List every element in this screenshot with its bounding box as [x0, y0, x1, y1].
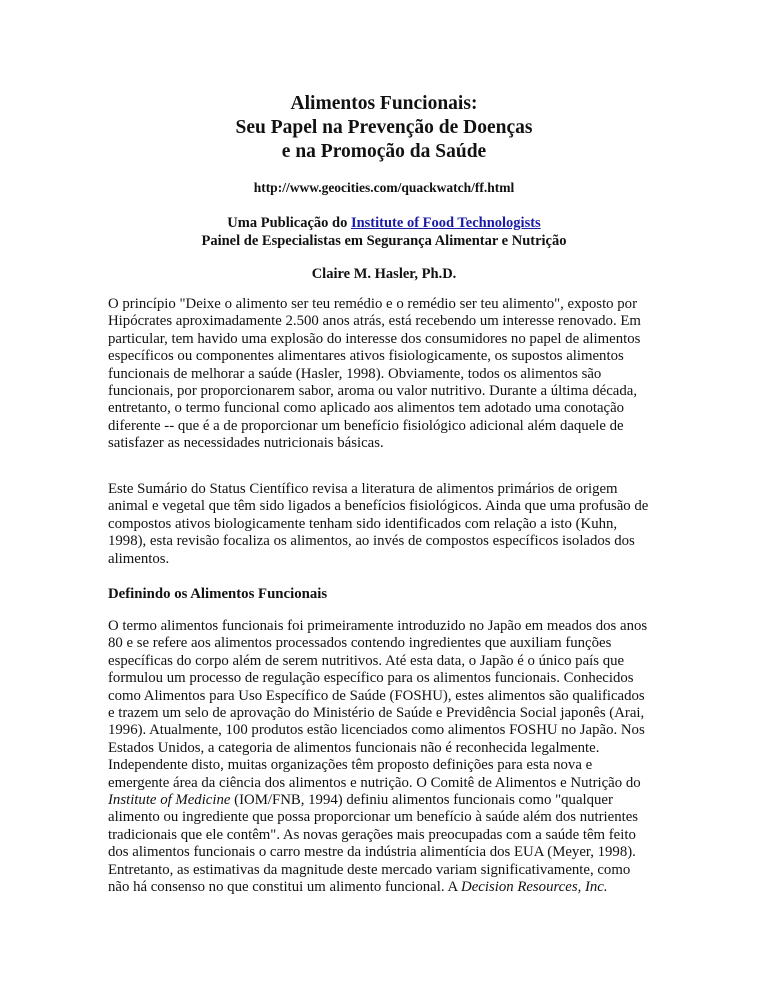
text-line: Este Sumário do Status Científico revisa a literatura de alimentos primários de origem: [108, 481, 618, 497]
text-line: [108, 879, 668, 896]
text-line: compostos ativos biologicamente tenham sido identificados com relação a isto (Kuhn,: [108, 515, 618, 532]
text-line: entretanto, o termo funcional como aplicado aos alimentos tem adotado uma conotação: [108, 400, 625, 417]
text-line: tradicionais que ele contêm". As novas gerações mais preocupadas com a saúde têm feito: [108, 826, 636, 843]
text-line: animal e vegetal que têm sido ligados a benefícios fisiológicos. Ainda que uma profusão de: [108, 498, 649, 515]
iom-name: Institute of Medicine: [108, 792, 231, 809]
text-line: emergente área da ciência dos alimentos e nutrição. O Comitê de Alimentos e Nutrição do: [108, 774, 641, 791]
text-line: particular, tem havido uma explosão do interesse dos consumidores no papel de alimentos: [108, 330, 641, 347]
text-line: Estados Unidos, a categoria de alimentos funcionais não é reconhecida legalmente.: [108, 739, 600, 756]
text-line: funcionais, por proporcionarem sabor, aroma ou valor nutritivo. Durante a última década,: [108, 383, 638, 400]
paragraph-intro: [108, 296, 668, 453]
paragraph-definition: [108, 618, 668, 897]
text-line: 80 e se refere aos alimentos processados contendo ingredientes que auxiliam funções: [108, 635, 612, 652]
text-line: alimentos.: [108, 550, 170, 567]
title-line: Seu Papel na Prevenção de Doenças: [235, 117, 533, 138]
publication-prefix: Uma Publicação do: [227, 215, 348, 231]
text-line: funcionais de melhorar a saúde (Hasler, 1998). Obviamente, todos os alimentos são: [108, 365, 602, 382]
text-line: específicos ou componentes alimentares ativos fisiologicamente, os supostos alimentos: [108, 348, 624, 365]
text-line: [108, 792, 668, 809]
text-line: O termo alimentos funcionais foi primeiramente introduzido no Japão em meados dos anos: [108, 618, 648, 634]
text-line: 1998), esta revisão focaliza os alimentos, ao invés de compostos específicos isolados dos: [108, 533, 635, 550]
source-url: http://www.geocities.com/quackwatch/ff.html: [253, 180, 515, 195]
text-line: formulou um processo de regulação específico para os alimentos funcionais. Conhecidos: [108, 670, 634, 687]
decision-resources-name: Decision Resources, Inc.: [461, 879, 608, 896]
last-line-text: não há consenso no que constitui um alimento funcional. A: [108, 879, 462, 896]
text-line: O princípio "Deixe o alimento ser teu remédio e o remédio ser teu alimento", exposto por: [108, 296, 637, 312]
text-line: Entretanto, as estimativas da magnitude deste mercado variam significativamente, como: [108, 861, 631, 878]
publication-block: [0, 214, 768, 250]
paragraph-summary: [108, 481, 668, 568]
text-line: específicas do corpo além de serem nutritivos. Até esta data, o Japão é o único país que: [108, 652, 625, 669]
title-line: Alimentos Funcionais:: [290, 93, 478, 114]
text-line: como Alimentos para Uso Específico de Saúde (FOSHU), estes alimentos são qualificados: [108, 687, 645, 704]
ift-link[interactable]: Institute of Food Technologists: [350, 215, 541, 231]
text-line: satisfazer as necessidades nutricionais básicas.: [108, 435, 384, 452]
title-line: e na Promoção da Saúde: [281, 141, 487, 162]
text-line: Independente disto, muitas organizações têm proposto definições para esta nova e: [108, 757, 593, 774]
publication-line: [0, 214, 768, 232]
text-line: dos alimentos funcionais o carro mestre da indústria alimentícia dos EUA (Meyer, 1998).: [108, 844, 636, 861]
section-heading: Definindo os Alimentos Funcionais: [108, 586, 328, 602]
text-line: alimento ou ingrediente que possa proporcionar um benefício à saúde além dos nutrientes: [108, 809, 639, 826]
author: Claire M. Hasler, Ph.D.: [311, 266, 457, 282]
text-line: diferente -- que é a de proporcionar um benefício fisiológico adicional além daquele de: [108, 417, 624, 434]
text-line: e trazem um selo de aprovação do Ministério de Saúde e Previdência Social japonês (Arai,: [108, 705, 645, 722]
iom-rest: (IOM/FNB, 1994) definiu alimentos funcionais como "qualquer: [230, 792, 613, 809]
document-title: [0, 92, 768, 164]
text-line: 1996). Atualmente, 100 produtos estão licenciados como alimentos FOSHU no Japão. Nos: [108, 722, 645, 739]
text-line: Hipócrates aproximadamente 2.500 anos atrás, está recebendo um interesse renovado. Em: [108, 313, 641, 330]
panel-line: Painel de Especialistas em Segurança Alimentar e Nutrição: [201, 233, 567, 249]
